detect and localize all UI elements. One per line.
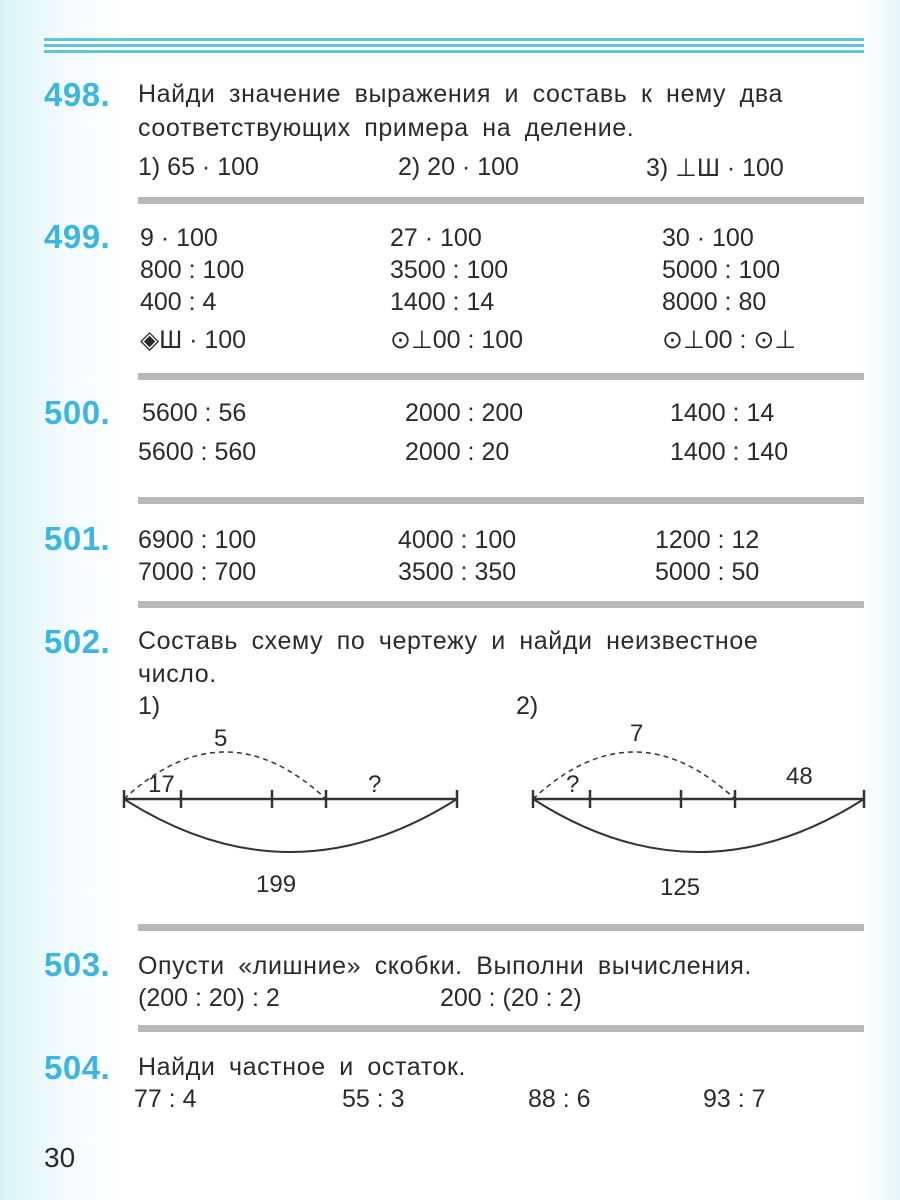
task-499-col1-row4: ◈Ш · 100 bbox=[140, 326, 247, 354]
task-500-col3-row2: 1400 : 140 bbox=[670, 438, 789, 466]
task-499-col2-row3: 1400 : 14 bbox=[390, 288, 495, 316]
task-499-col2-row2: 3500 : 100 bbox=[390, 256, 509, 284]
task-498-item-1: 1) 65 · 100 bbox=[138, 153, 259, 181]
task-number-501: 501. bbox=[44, 520, 111, 557]
task-501-col3-row2: 5000 : 50 bbox=[655, 558, 760, 586]
task-504-item-1: 77 : 4 bbox=[134, 1085, 197, 1113]
task-500-col1-row1: 5600 : 56 bbox=[142, 399, 247, 427]
task-504-item-4: 93 : 7 bbox=[703, 1085, 766, 1113]
task-499-col1-row3: 400 : 4 bbox=[140, 288, 217, 316]
task-498-text-line2: соответствующих примера на деление. bbox=[138, 114, 635, 142]
diagram-1-top-value: 5 bbox=[214, 725, 228, 752]
diagram-1 bbox=[124, 725, 457, 898]
task-501-col2-row1: 4000 : 100 bbox=[398, 526, 517, 554]
task-number-503: 503. bbox=[44, 946, 111, 983]
task-500-col2-row2: 2000 : 20 bbox=[405, 438, 510, 466]
task-499-col1-row2: 800 : 100 bbox=[140, 256, 245, 284]
diagram-1-part-b: ? bbox=[368, 771, 382, 798]
diagram-2-part-b: 48 bbox=[786, 763, 813, 790]
task-number-498: 498. bbox=[44, 76, 111, 113]
diagram-2-bottom-value: 125 bbox=[660, 874, 701, 901]
diagram-1-label: 1) bbox=[138, 692, 161, 720]
task-499-col3-row3: 8000 : 80 bbox=[662, 288, 767, 316]
task-504-item-3: 88 : 6 bbox=[528, 1085, 591, 1113]
task-499-col1-row1: 9 · 100 bbox=[140, 224, 218, 252]
task-502-text-line1: Составь схему по чертежу и найди неизвестное bbox=[138, 627, 759, 655]
task-501-col3-row1: 1200 : 12 bbox=[655, 526, 760, 554]
task-500-col2-row1: 2000 : 200 bbox=[405, 399, 524, 427]
task-503-item-1: (200 : 20) : 2 bbox=[138, 984, 280, 1012]
task-499-col2-row4: ⊙⊥00 : 100 bbox=[390, 326, 524, 354]
task-504-item-2: 55 : 3 bbox=[342, 1085, 405, 1113]
task-number-502: 502. bbox=[44, 623, 111, 660]
section-divider bbox=[138, 1025, 864, 1032]
diagram-2 bbox=[533, 720, 864, 901]
task-499-col3-row4: ⊙⊥00 : ⊙⊥ bbox=[662, 326, 797, 354]
task-number-504: 504. bbox=[44, 1049, 111, 1086]
task-501-col1-row1: 6900 : 100 bbox=[138, 526, 257, 554]
task-499-col3-row1: 30 · 100 bbox=[662, 224, 754, 252]
task-503-text-line1: Опусти «лишние» скобки. Выполни вычисления. bbox=[138, 952, 752, 980]
task-500-col1-row2: 5600 : 560 bbox=[138, 438, 257, 466]
task-501-col2-row2: 3500 : 350 bbox=[398, 558, 517, 586]
task-502-text-line2: число. bbox=[138, 660, 217, 688]
task-number-500: 500. bbox=[44, 394, 111, 431]
diagram-1-bottom-value: 199 bbox=[256, 871, 297, 898]
task-503-item-2: 200 : (20 : 2) bbox=[440, 984, 582, 1012]
diagram-2-top-arc bbox=[533, 752, 735, 799]
task-501-col1-row2: 7000 : 700 bbox=[138, 558, 257, 586]
diagram-2-top-value: 7 bbox=[630, 720, 644, 747]
task-number-499: 499. bbox=[44, 218, 111, 255]
diagram-2-label: 2) bbox=[516, 692, 539, 720]
diagram-2-bottom-arc bbox=[533, 799, 864, 852]
task-504-text-line1: Найди частное и остаток. bbox=[138, 1053, 467, 1081]
diagram-2-part-a: ? bbox=[566, 771, 580, 798]
task-500-col3-row1: 1400 : 14 bbox=[670, 399, 775, 427]
task-498-item-3: 3) ⊥Ш · 100 bbox=[646, 154, 784, 182]
section-divider bbox=[138, 924, 864, 931]
page-number: 30 bbox=[44, 1142, 76, 1173]
task-499-col3-row2: 5000 : 100 bbox=[662, 256, 781, 284]
diagram-1-bottom-arc bbox=[124, 799, 457, 852]
task-498-item-2: 2) 20 · 100 bbox=[398, 153, 519, 181]
diagram-1-part-a: 17 bbox=[148, 771, 175, 798]
task-499-col2-row1: 27 · 100 bbox=[390, 224, 482, 252]
task-498-text-line1: Найди значение выражения и составь к нему два bbox=[138, 80, 783, 108]
